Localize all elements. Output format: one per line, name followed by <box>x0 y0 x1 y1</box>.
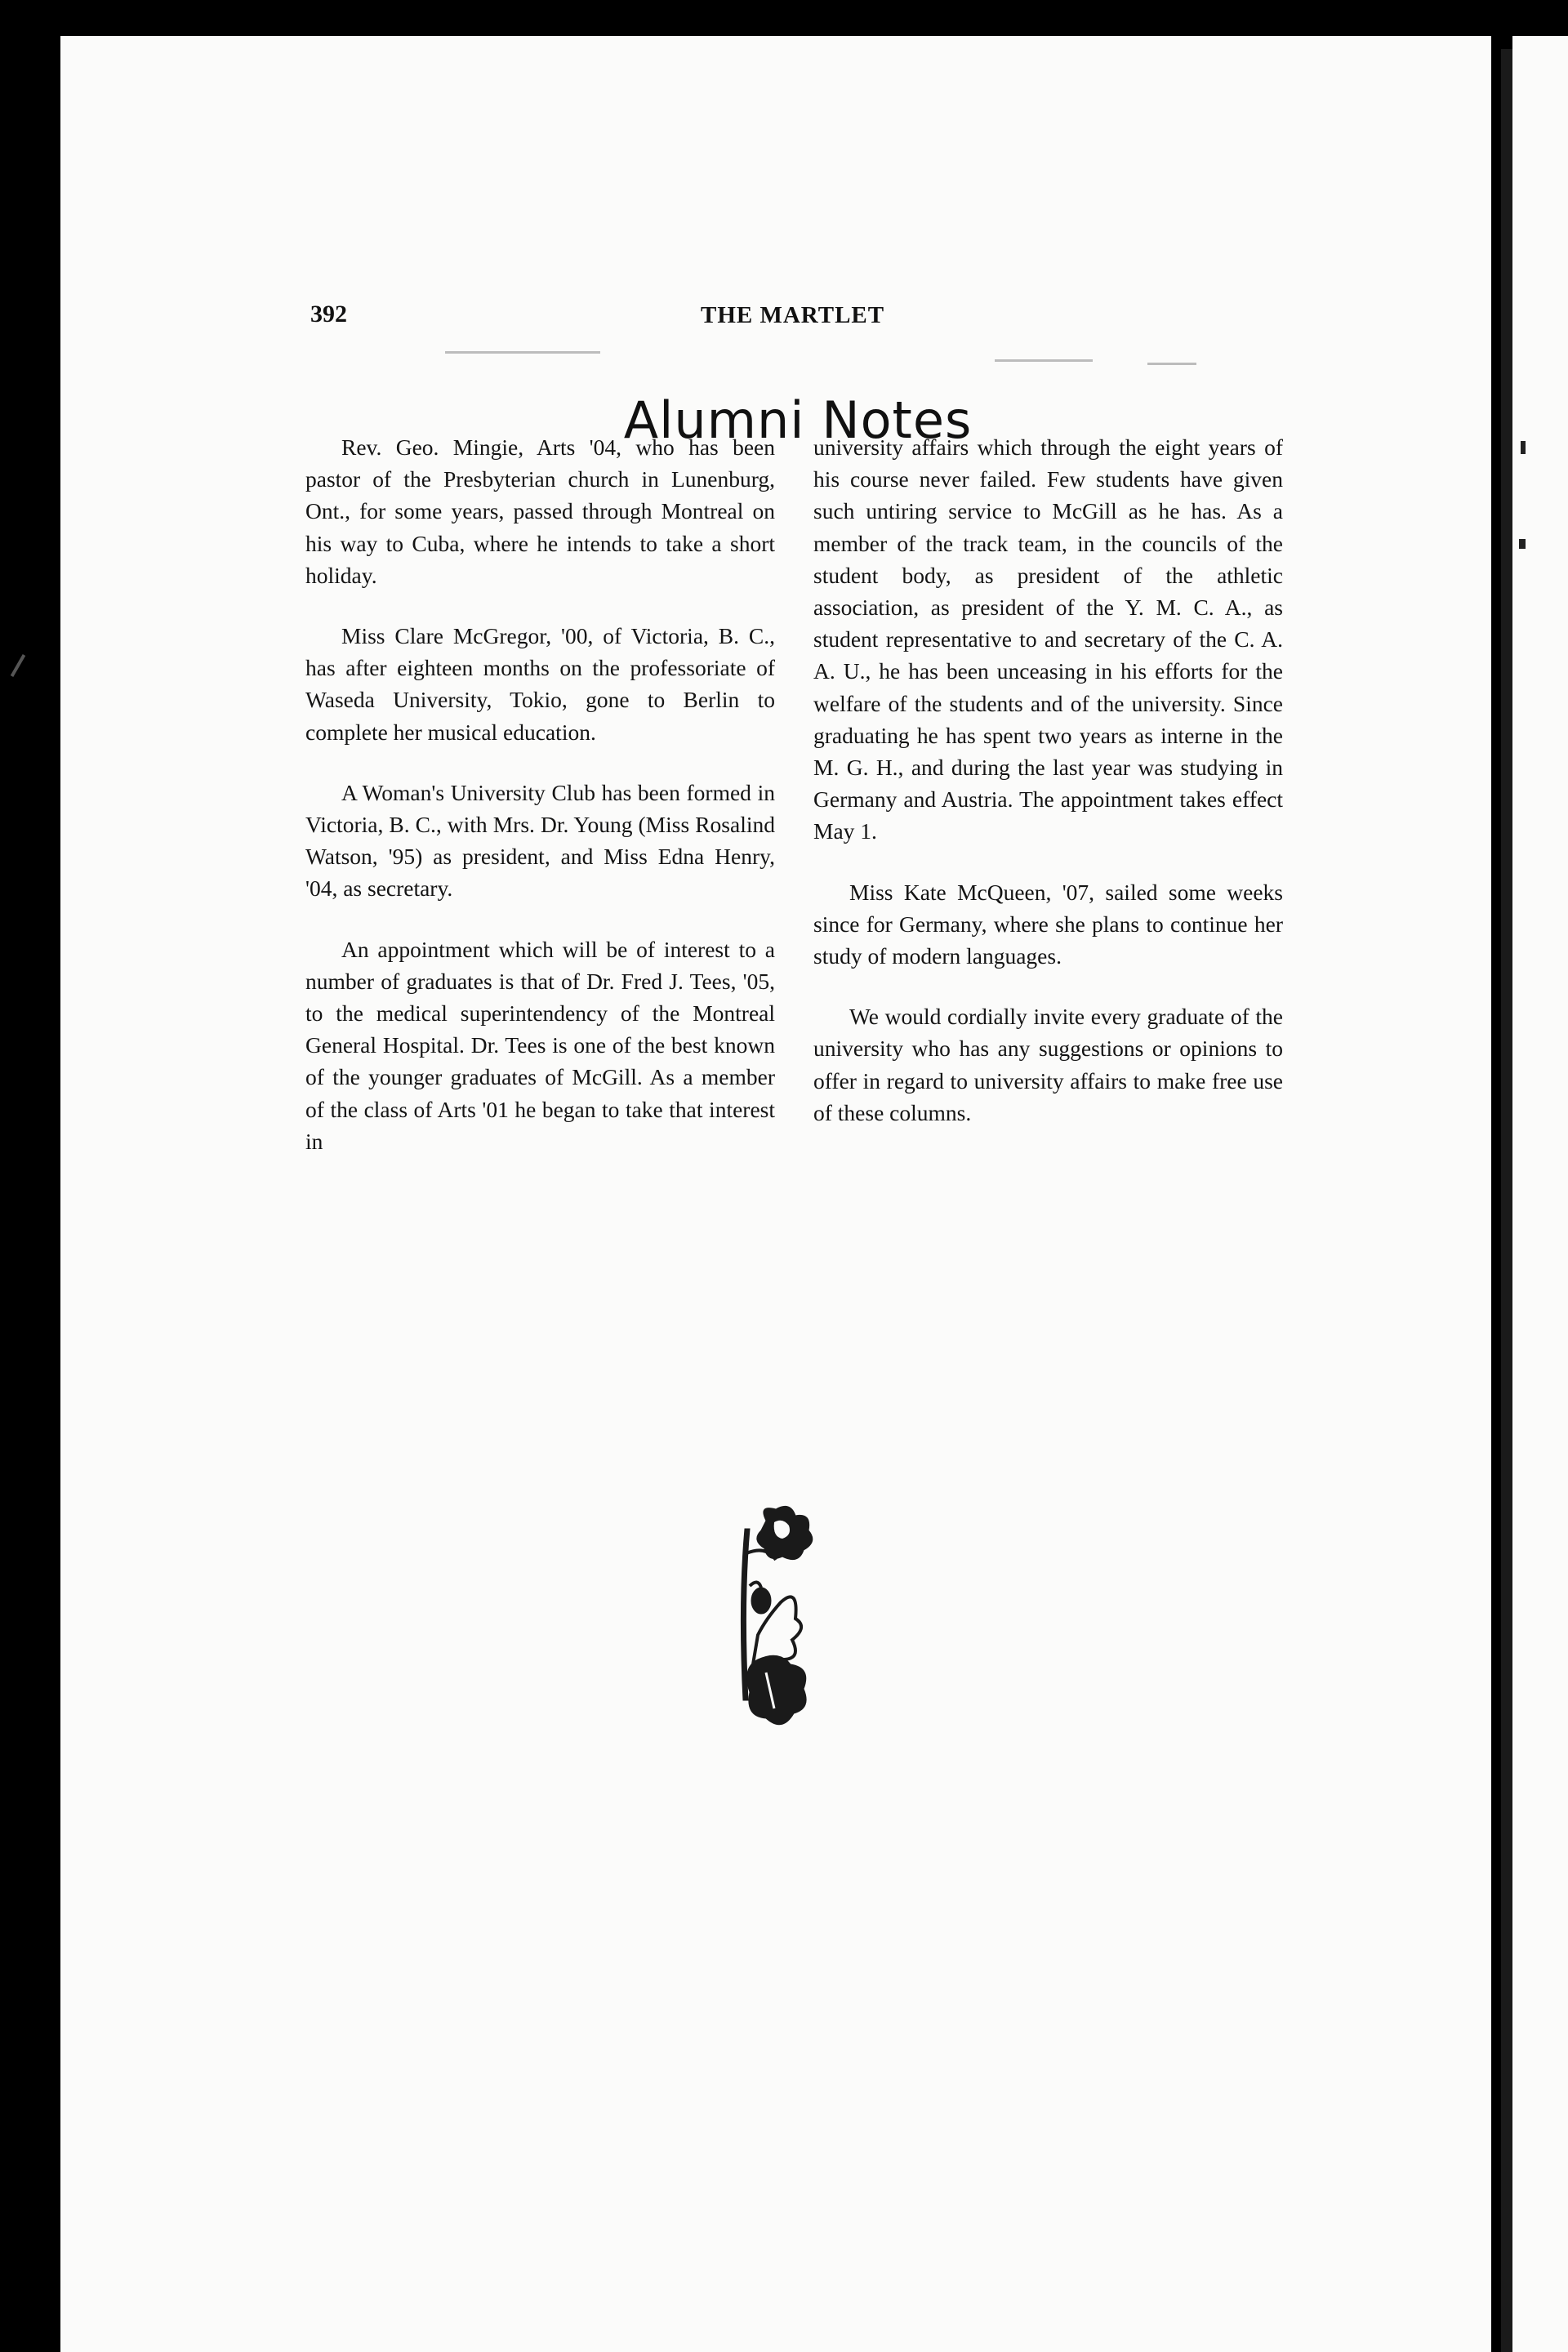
stray-mark <box>1519 539 1526 549</box>
page-number: 392 <box>310 301 347 327</box>
page-paper <box>60 36 1491 2352</box>
note-mingie: Rev. Geo. Mingie, Arts '04, who has been pastor of the Presbyterian church in Lunenburg, Ont., for some years, passed through Montreal on his way to Cuba, where he intends to take a short holiday. <box>305 434 775 588</box>
note-tees-continued: university affairs which through the eight years of his course never failed. Few students have given such untiring service to McGill as he has. As a member of the track team, in the councils of the student body, as president of the athletic association, as president of the Y. M. C. A., as student representative to and secretary of the C. A. A. U., he has been unceasing in his efforts for the welfare of the students and of the university. Since graduating he has spent two years as interne in the M. G. H., and during the last year was studying in Germany and Austria. The appointment takes effect May 1. <box>813 434 1283 844</box>
print-smudge <box>1147 363 1196 365</box>
running-head <box>0 301 1568 333</box>
note-mcqueen: Miss Kate McQueen, '07, sailed some weeks since for Germany, where she plans to continue her study of modern languages. <box>813 879 1283 969</box>
floral-ornament-icon <box>733 1504 831 1749</box>
note-tees-appointment: An appointment which will be of interest to a number of graduates is that of Dr. Fred J. Tees, '05, to the medical superintendency of the Montreal General Hospital. Dr. Tees is one of the best known of the younger graduates of McGill. As a member of the class of Arts '01 he began to take that interest in <box>305 936 775 1154</box>
next-page-edge <box>1512 36 1568 2352</box>
left-column <box>305 431 775 1186</box>
right-column <box>813 431 1283 1157</box>
note-invitation: We would cordially invite every graduate of the university who has any suggestions or opinions to offer in regard to university affairs to make free use of these columns. <box>813 1004 1283 1125</box>
journal-title: THE MARTLET <box>701 302 885 328</box>
note-womans-club: A Woman's University Club has been formed in Victoria, B. C., with Mrs. Dr. Young (Miss Rosalind Watson, '95) as president, and Miss Edna Henry, '04, as secretary. <box>305 779 775 902</box>
print-smudge <box>445 351 600 354</box>
article-title <box>0 390 1568 450</box>
stray-mark <box>11 654 25 677</box>
print-smudge <box>995 359 1093 362</box>
article-title-text: Alumni Notes <box>623 390 973 450</box>
note-mcgregor: Miss Clare McGregor, '00, of Victoria, B. C., has after eighteen months on the professoriate of Waseda University, Tokio, gone to Berlin to complete her musical education. <box>305 623 775 745</box>
